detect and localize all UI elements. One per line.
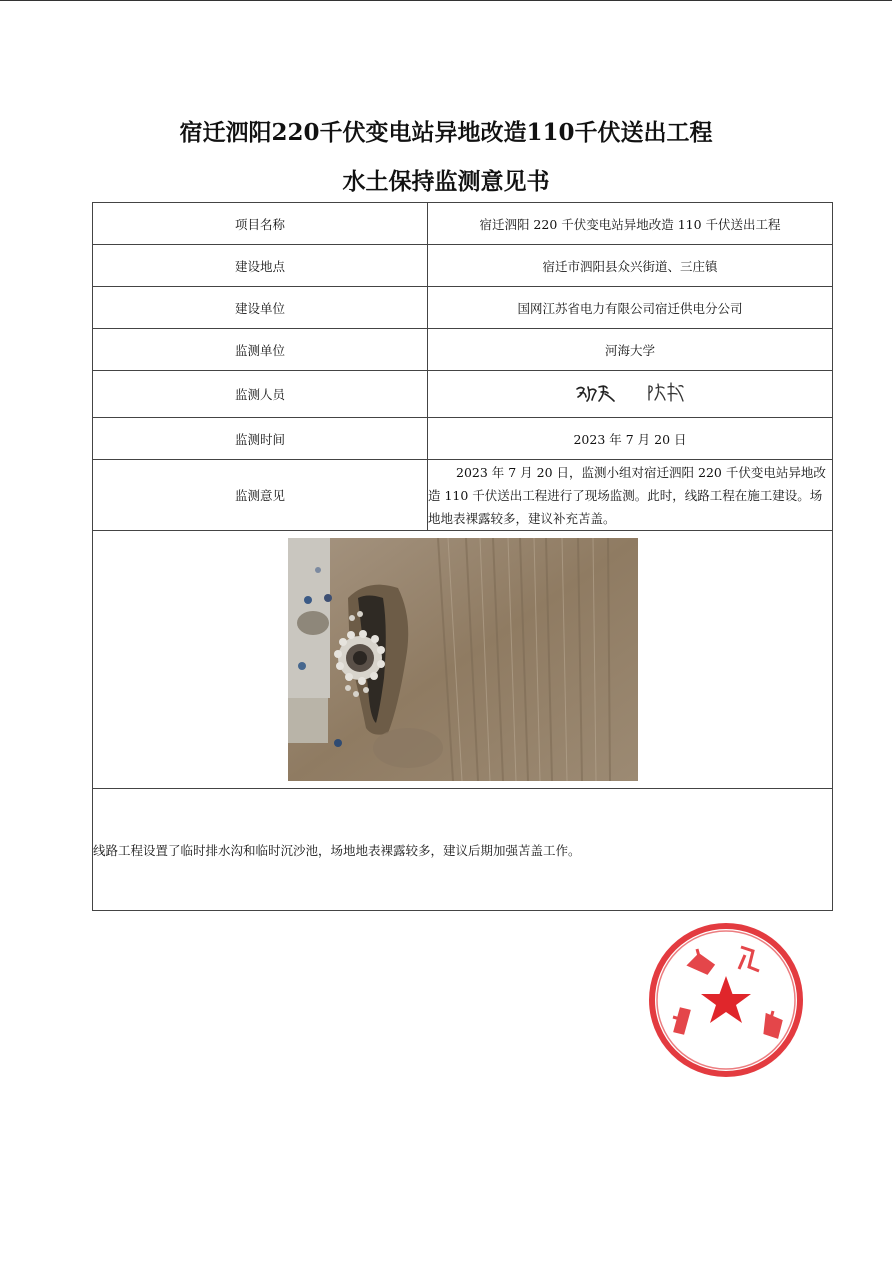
table-row	[93, 371, 833, 418]
table-row	[93, 203, 833, 245]
table-row	[93, 789, 833, 911]
document-subtitle: 水土保持监测意见书	[342, 168, 550, 195]
aerial-site-photo-icon	[288, 538, 638, 781]
row-value-project-name: 宿迁泗阳 220 千伏变电站异地改造 110 千伏送出工程	[428, 203, 833, 245]
signature-icon	[574, 381, 620, 405]
photo-cell	[93, 531, 833, 789]
row-label-monitor-staff: 监测人员	[93, 371, 428, 418]
row-value-monitor-unit: 河海大学	[428, 329, 833, 371]
signatures	[574, 380, 686, 406]
table-row	[93, 531, 833, 789]
table-row	[93, 245, 833, 287]
row-value-builder: 国网江苏省电力有限公司宿迁供电分公司	[428, 287, 833, 329]
table-row	[93, 329, 833, 371]
table-row	[93, 287, 833, 329]
signature-icon	[646, 380, 686, 406]
row-label-builder: 建设单位	[93, 287, 428, 329]
note-text: 线路工程设置了临时排水沟和临时沉沙池，场地地表裸露较多，建议后期加强苫盖工作。	[93, 789, 833, 911]
row-label-location: 建设地点	[93, 245, 428, 287]
row-label-monitor-unit: 监测单位	[93, 329, 428, 371]
row-value-monitor-opinion: 2023 年 7 月 20 日，监测小组对宿迁泗阳 220 千伏变电站异地改造 110 千伏送出工程进行了现场监测。此时，线路工程在施工建设。场地地表裸露较多，建议补充苫盖。	[428, 460, 833, 531]
monitoring-form-table	[92, 202, 833, 911]
site-photo	[288, 538, 638, 781]
document-title: 宿迁泗阳220千伏变电站异地改造110千伏送出工程	[179, 119, 713, 146]
top-border-line	[0, 0, 892, 1]
row-value-monitor-date: 2023 年 7 月 20 日	[428, 418, 833, 460]
table-row	[93, 460, 833, 531]
row-label-monitor-date: 监测时间	[93, 418, 428, 460]
row-value-location: 宿迁市泗阳县众兴街道、三庄镇	[428, 245, 833, 287]
official-seal	[645, 919, 807, 1081]
table-row	[93, 418, 833, 460]
row-label-project-name: 项目名称	[93, 203, 428, 245]
seal-stamp-icon	[645, 919, 807, 1081]
row-label-monitor-opinion: 监测意见	[93, 460, 428, 531]
row-value-monitor-staff	[428, 371, 833, 418]
